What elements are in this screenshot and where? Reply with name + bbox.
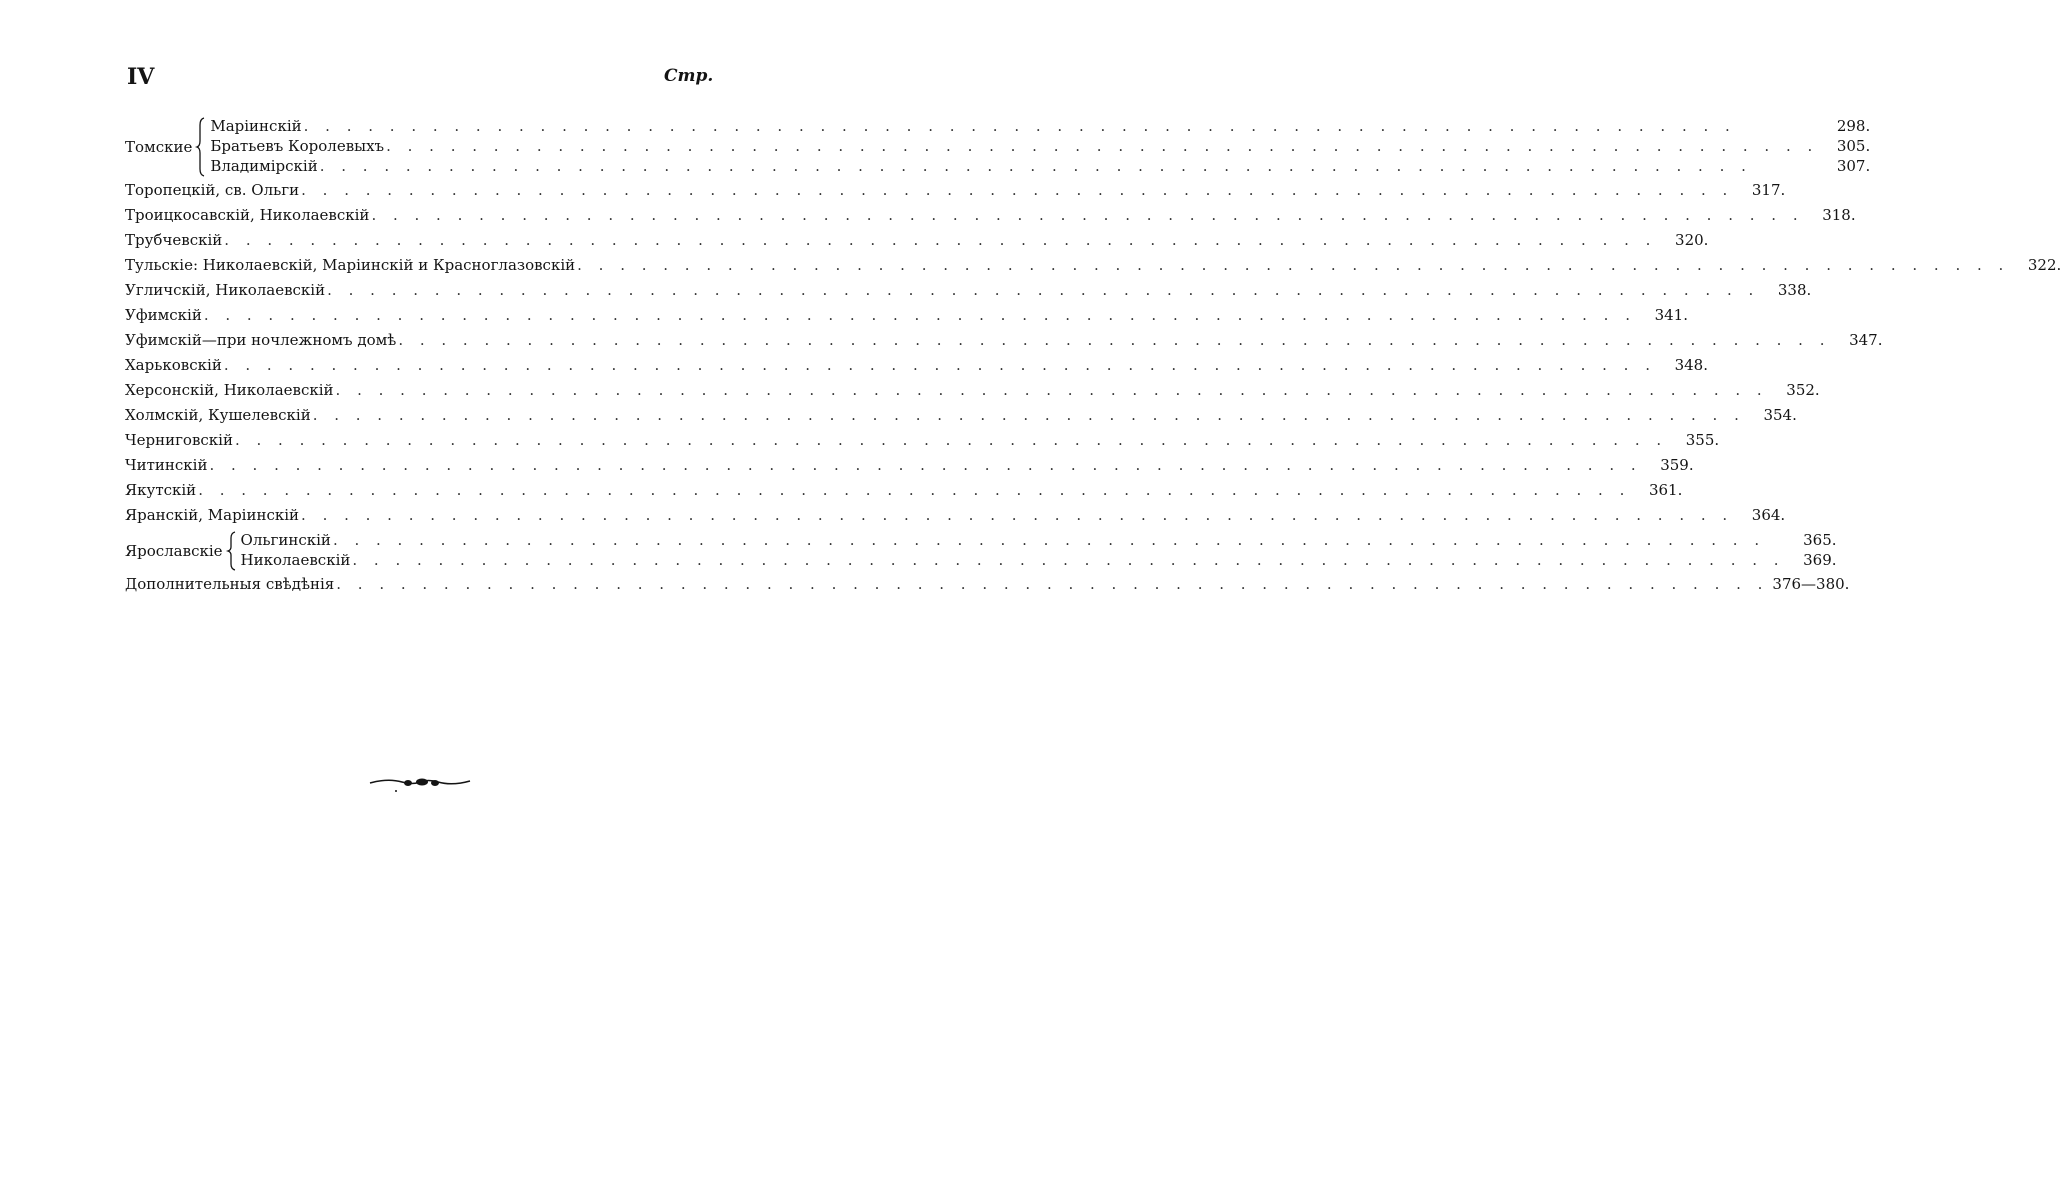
entry-label: Троицкосавскій, Николаевскій <box>125 206 370 224</box>
entry-label: Братьевъ Королевыхъ <box>210 137 385 155</box>
dot-leader <box>336 575 1768 593</box>
dot-leader <box>352 551 1784 569</box>
entry-page: 305. <box>1836 137 1871 155</box>
dot-leader <box>209 456 1641 474</box>
toc-entry[interactable] <box>125 456 1694 481</box>
group-items <box>210 117 1870 177</box>
toc-entry[interactable] <box>241 531 1837 551</box>
entry-label: Трубчевскій <box>125 231 223 249</box>
brace-icon <box>227 531 237 571</box>
entry-page: 354. <box>1763 406 1797 424</box>
entry-page: 307. <box>1836 157 1871 175</box>
entry-label: Дополнительныя свѣдѣнія <box>125 575 335 593</box>
entry-label: Харьковскій <box>125 356 222 374</box>
toc-entry[interactable] <box>125 481 1683 506</box>
entry-label: Херсонскій, Николаевскій <box>125 381 334 399</box>
entry-page: 318. <box>1822 206 1856 224</box>
entry-label: Уфимскій <box>125 306 202 324</box>
entry-page: 320. <box>1675 231 1709 249</box>
dot-leader <box>301 506 1733 524</box>
toc-entry[interactable] <box>125 356 1708 381</box>
entry-label: Николаевскій <box>240 551 351 569</box>
dot-leader <box>235 431 1667 449</box>
group-items <box>241 531 1837 571</box>
dot-leader <box>304 117 1819 135</box>
entry-page: 376—380. <box>1772 575 1850 593</box>
entry-label: Холмскій, Кушелевскій <box>125 406 311 424</box>
entry-page: 338. <box>1777 281 1812 299</box>
entry-label: Торопецкій, св. Ольги <box>125 181 300 199</box>
toc-entry[interactable] <box>125 406 1797 431</box>
entry-label: Черниговскій <box>125 431 233 449</box>
entry-page: 359. <box>1660 456 1694 474</box>
toc-group-yaroslavl <box>125 531 1837 571</box>
toc-entry[interactable] <box>125 331 1883 356</box>
dot-leader <box>204 306 1636 324</box>
entry-page: 347. <box>1849 331 1883 349</box>
entry-label: Тульскіе: Николаевскій, Маріинскій и Красноглазовскій <box>125 256 576 274</box>
dot-leader <box>320 157 1819 175</box>
page-numeral: IV <box>127 64 155 90</box>
toc-entry[interactable] <box>125 256 2061 281</box>
dot-leader <box>386 137 1818 155</box>
toc-group-tomsk <box>125 117 1871 177</box>
entry-page: 365. <box>1803 531 1837 549</box>
toc-entry[interactable] <box>125 231 1709 256</box>
entry-label: Читинскій <box>125 456 208 474</box>
entry-label: Маріинскій <box>210 117 302 135</box>
dot-leader <box>198 481 1630 499</box>
dot-leader <box>301 181 1733 199</box>
entry-page: 348. <box>1674 356 1708 374</box>
entry-label: Яранскій, Маріинскій <box>125 506 300 524</box>
entry-label: Якутскій <box>125 481 197 499</box>
entry-label: Владимірскій <box>210 157 318 175</box>
entry-page: 369. <box>1803 551 1837 569</box>
entry-page: 317. <box>1751 181 1786 199</box>
toc-entry[interactable] <box>125 381 1820 406</box>
entry-label: Уфимскій—при ночлежномъ домѣ <box>125 331 397 349</box>
toc-entry[interactable] <box>125 206 1856 231</box>
dot-leader <box>327 281 1759 299</box>
entry-page: 355. <box>1685 431 1720 449</box>
dot-leader <box>336 381 1768 399</box>
ornament-divider-icon <box>368 772 472 792</box>
toc-entry[interactable] <box>241 551 1837 571</box>
entry-label: Ольгинскій <box>240 531 331 549</box>
toc-entry[interactable] <box>125 431 1720 456</box>
entry-page: 322. <box>2027 256 2061 274</box>
dot-leader <box>333 531 1785 549</box>
entry-page: 352. <box>1786 381 1820 399</box>
group-label: Ярославскіе <box>125 542 223 560</box>
entry-label: Угличскій, Николаевскій <box>125 281 326 299</box>
group-label: Томские <box>125 138 193 156</box>
table-of-contents <box>125 117 2061 600</box>
toc-entry[interactable] <box>210 117 1870 137</box>
dot-leader <box>224 231 1656 249</box>
dot-leader <box>398 331 1830 349</box>
toc-entry[interactable] <box>125 306 1688 331</box>
toc-entry[interactable] <box>125 181 1786 206</box>
brace-icon <box>196 117 206 177</box>
toc-entry[interactable] <box>125 281 1812 306</box>
toc-entry[interactable] <box>125 506 1786 531</box>
dot-leader <box>313 406 1745 424</box>
dot-leader <box>577 256 2009 274</box>
dot-leader <box>224 356 1656 374</box>
entry-page: 341. <box>1654 306 1688 324</box>
entry-page: 361. <box>1648 481 1683 499</box>
toc-entry[interactable] <box>210 157 1870 177</box>
entry-page: 364. <box>1751 506 1786 524</box>
entry-page: 298. <box>1836 117 1871 135</box>
toc-entry[interactable] <box>125 575 1850 600</box>
dot-leader <box>371 206 1803 224</box>
toc-entry[interactable] <box>210 137 1870 157</box>
column-heading: Стр. <box>664 66 714 86</box>
